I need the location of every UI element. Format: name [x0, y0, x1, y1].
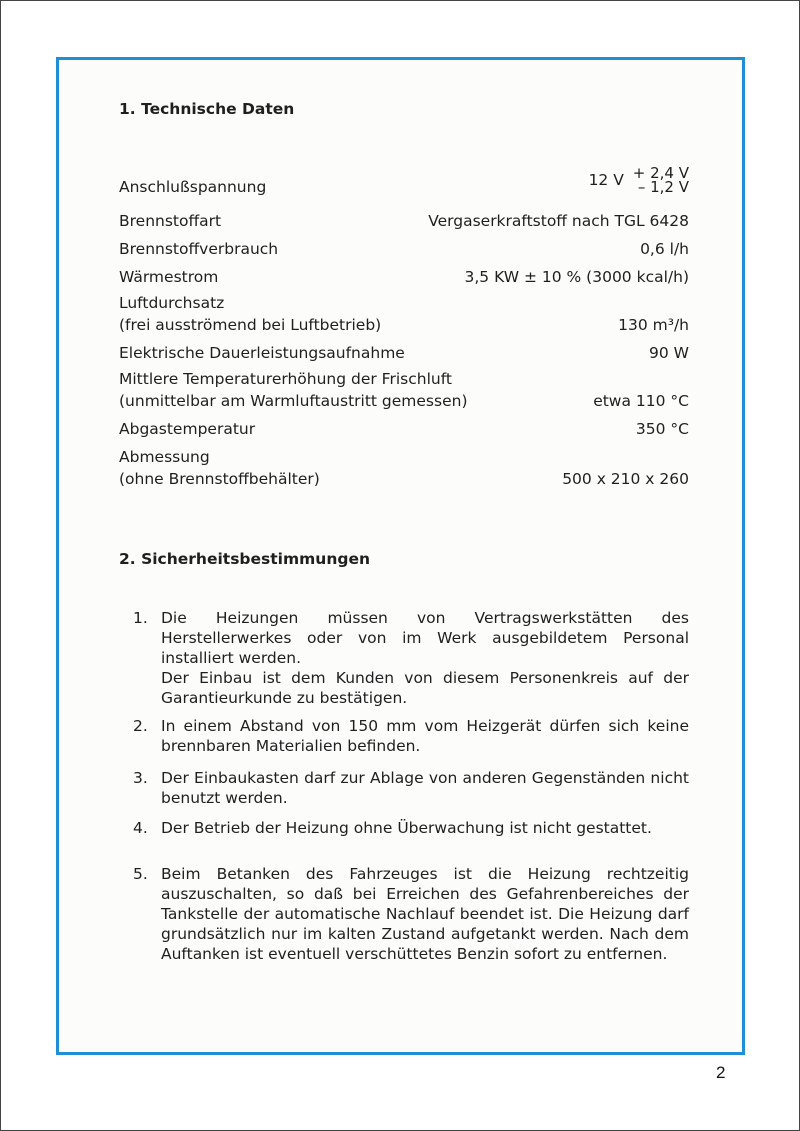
spec-label: Abgastemperatur — [119, 420, 256, 438]
spec-label: Abmessung — [119, 448, 210, 466]
spec-value: 130 m³/h — [618, 316, 689, 334]
list-number: 1. — [133, 609, 148, 627]
spec-value: 90 W — [649, 344, 689, 362]
spec-value: 500 x 210 x 260 — [562, 470, 689, 488]
voltage-value: 12 V — [588, 171, 624, 189]
tolerance-minus: – 1,2 V — [637, 178, 689, 196]
page-number: 2 — [716, 1063, 726, 1082]
spec-value: 350 °C — [635, 420, 689, 438]
spec-value: 3,5 KW ± 10 % (3000 kcal/h) — [464, 268, 689, 286]
list-number: 3. — [133, 769, 148, 787]
list-number: 5. — [133, 865, 148, 883]
list-number: 4. — [133, 819, 148, 837]
spec-label: Elektrische Dauerleistungsaufnahme — [119, 344, 405, 362]
rule-paragraph: Die Heizungen müssen von Vertragswerkstätten des Herstellerwerkes oder von im Werk ausgebildetem Personal installiert werden. — [161, 609, 689, 667]
spec-value: 0,6 l/h — [640, 240, 689, 258]
spec-label: Mittlere Temperaturerhöhung der Frischluft — [119, 370, 452, 388]
document-frame — [56, 57, 745, 1055]
tolerance-plus: + 2,4 V — [632, 164, 689, 182]
spec-value — [589, 166, 689, 194]
spec-label-note: (ohne Brennstoffbehälter) — [119, 470, 320, 488]
spec-label: Brennstoffart — [119, 212, 222, 230]
rule-paragraph: Beim Betanken des Fahrzeuges ist die Heizung rechtzeitig auszuschalten, so daß bei Erreichen des Gefahrenbereiches der Tankstelle der automatische Nachlauf beendet ist. Die Heizung darf grundsätzlich nur im kalten Zustand aufgetankt werden. Nach dem Auftanken ist eventuell verschüttetes Benzin sofort zu entfernen. — [161, 865, 689, 963]
spec-label: Brennstoffverbrauch — [119, 240, 279, 258]
section-title-safety: 2. Sicherheitsbestimmungen — [119, 550, 370, 568]
spec-label: Luftdurchsatz — [119, 294, 225, 312]
rule-paragraph: Der Betrieb der Heizung ohne Überwachung ist nicht gestattet. — [161, 819, 652, 837]
spec-label: Anschlußspannung — [119, 178, 267, 196]
spec-row — [119, 166, 689, 206]
rule-paragraph: Der Einbaukasten darf zur Ablage von anderen Gegenständen nicht benutzt werden. — [161, 769, 689, 807]
spec-label: Wärmestrom — [119, 268, 219, 286]
spec-label-note: (frei ausströmend bei Luftbetrieb) — [119, 316, 382, 334]
rule-paragraph: Der Einbau ist dem Kunden von diesem Personenkreis auf der Garantieurkunde zu bestätigen. — [161, 669, 689, 707]
rule-paragraph: In einem Abstand von 150 mm vom Heizgerät dürfen sich keine brennbaren Materialien befinden. — [161, 717, 689, 755]
section-title-technical-data: 1. Technische Daten — [119, 100, 295, 118]
spec-value: Vergaserkraftstoff nach TGL 6428 — [428, 212, 689, 230]
list-number: 2. — [133, 717, 148, 735]
voltage-tolerance — [633, 166, 689, 194]
spec-value: etwa 110 °C — [593, 392, 689, 410]
spec-label-note: (unmittelbar am Warmluftaustritt gemessen) — [119, 392, 468, 410]
